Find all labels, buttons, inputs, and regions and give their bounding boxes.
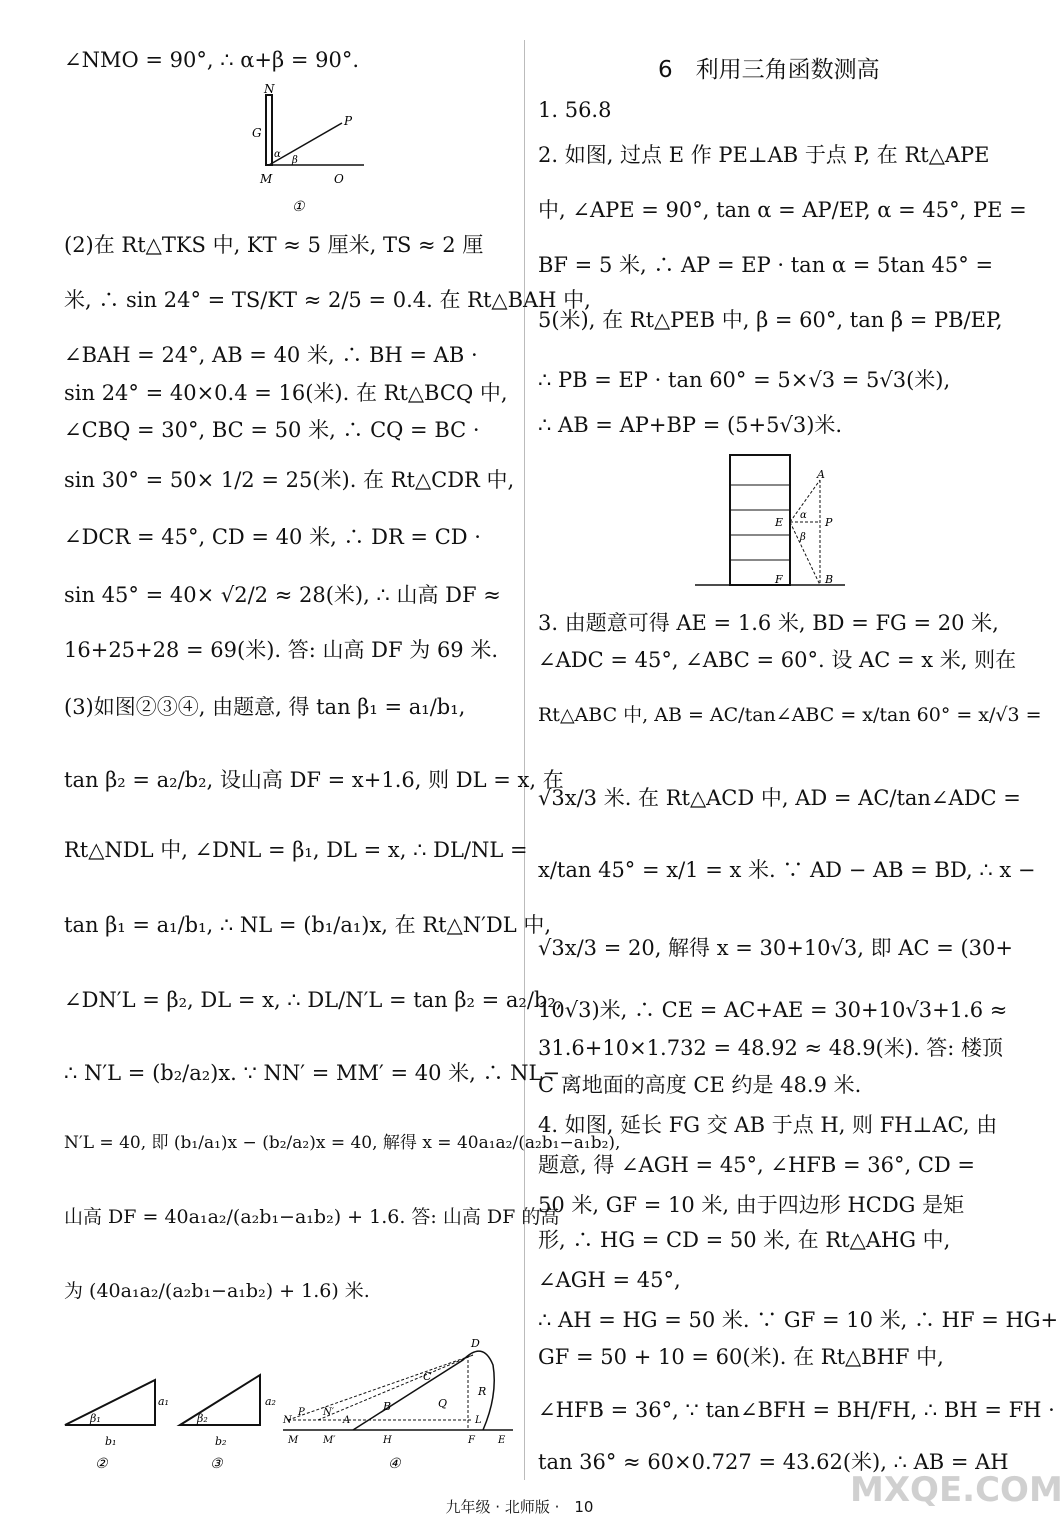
text-line: sin 30° = 50× 1/2 = 25(米). 在 Rt△CDR 中,: [64, 468, 515, 492]
text-line: ∠HFB = 36°, ∵ tan∠BFH = BH/FH, ∴ BH = FH ·: [538, 1398, 1055, 1422]
text-line: ∴ PB = EP · tan 60° = 5×√3 = 5√3(米),: [538, 368, 951, 392]
text-line: BF = 5 米, ∴ AP = EP · tan α = 5tan 45° =: [538, 253, 994, 277]
figure-4: [283, 1335, 523, 1480]
text-line: 中, ∠APE = 90°, tan α = AP/EP, α = 45°, PE =: [538, 198, 1027, 222]
text-line: ∠DN′L = β₂, DL = x, ∴ DL/N′L = tan β₂ = a₂/b₂,: [64, 988, 563, 1012]
text-line: ∠AGH = 45°,: [538, 1268, 681, 1292]
svg-text:a₂: a₂: [265, 1395, 276, 1408]
text-line: Rt△NDL 中, ∠DNL = β₁, DL = x, ∴ DL/NL =: [64, 838, 528, 862]
svg-text:A: A: [817, 468, 825, 481]
section-title: 6 利用三角函数测高: [658, 57, 880, 83]
watermark: MXQE.COM: [850, 1470, 1063, 1510]
svg-text:M′: M′: [323, 1435, 336, 1446]
column-divider: [524, 40, 525, 1480]
text-line: 5(米), 在 Rt△PEB 中, β = 60°, tan β = PB/EP,: [538, 308, 1003, 332]
text-line: tan β₁ = a₁/b₁, ∴ NL = (b₁/a₁)x, 在 Rt△N′DL 中,: [64, 913, 551, 937]
text-line: 31.6+10×1.732 = 48.92 ≈ 48.9(米). 答: 楼顶: [538, 1036, 1004, 1060]
svg-text:R: R: [478, 1385, 487, 1398]
text-line: ∠DCR = 45°, CD = 40 米, ∴ DR = CD ·: [64, 525, 481, 549]
text-line: 为 (40a₁a₂/(a₂b₁−a₁b₂) + 1.6) 米.: [64, 1280, 370, 1302]
text-line: GF = 50 + 10 = 60(米). 在 Rt△BHF 中,: [538, 1345, 944, 1369]
figure-1-caption: ①: [292, 199, 305, 215]
svg-text:Q: Q: [438, 1397, 448, 1410]
svg-text:H: H: [383, 1435, 392, 1446]
text-line: ∠CBQ = 30°, BC = 50 米, ∴ CQ = BC ·: [64, 418, 480, 442]
svg-text:N: N: [283, 1415, 292, 1426]
text-line: tan β₂ = a₂/b₂, 设山高 DF = x+1.6, 则 DL = x, 在: [64, 768, 564, 792]
text-line: ∴ N′L = (b₂/a₂)x. ∵ NN′ = MM′ = 40 米, ∴ NL−: [64, 1061, 561, 1085]
text-line: 16+25+28 = 69(米). 答: 山高 DF 为 69 米.: [64, 638, 499, 662]
svg-text:N: N: [264, 82, 275, 96]
svg-text:M: M: [288, 1435, 299, 1446]
text-line: (3)如图②③④, 由题意, 得 tan β₁ = a₁/b₁,: [64, 695, 466, 719]
figure-3: [175, 1370, 285, 1480]
text-line: ∴ AH = HG = 50 米. ∵ GF = 10 米, ∴ HF = HG+: [538, 1308, 1059, 1332]
svg-text:a₁: a₁: [158, 1395, 169, 1408]
page-footer: 九年级 · 北师版 · 10: [445, 1498, 594, 1516]
svg-text:O: O: [334, 172, 344, 186]
text-line: √3x/3 米. 在 Rt△ACD 中, AD = AC/tan∠ADC =: [538, 786, 1021, 810]
text-line: N′L = 40, 即 (b₁/a₁)x − (b₂/a₂)x = 40, 解得 x = 40a₁a₂/(a₂b₁−a₁b₂),: [64, 1133, 621, 1153]
text-line: 题意, 得 ∠AGH = 45°, ∠HFB = 36°, CD =: [538, 1153, 976, 1177]
svg-text:B: B: [383, 1400, 392, 1413]
text-line: 4. 如图, 延长 FG 交 AB 于点 H, 则 FH⊥AC, 由: [538, 1113, 998, 1137]
text-line: 形, ∴ HG = CD = 50 米, 在 Rt△AHG 中,: [538, 1228, 951, 1252]
svg-text:α: α: [274, 149, 281, 160]
text-line: 山高 DF = 40a₁a₂/(a₂b₁−a₁b₂) + 1.6. 答: 山高 DF 的高: [64, 1206, 560, 1228]
svg-text:β: β: [292, 155, 298, 166]
figure-4-caption: ④: [388, 1456, 401, 1472]
svg-text:E: E: [498, 1435, 506, 1446]
svg-text:D: D: [471, 1337, 480, 1350]
svg-text:b₂: b₂: [215, 1435, 227, 1448]
svg-text:b₁: b₁: [105, 1435, 117, 1448]
svg-text:P: P: [298, 1407, 305, 1418]
svg-text:C: C: [423, 1370, 432, 1383]
svg-text:G: G: [252, 126, 262, 140]
svg-text:M: M: [260, 172, 273, 186]
svg-text:α: α: [800, 510, 807, 521]
text-line: 1. 56.8: [538, 98, 612, 122]
svg-text:B: B: [825, 573, 834, 586]
figure-3-caption: ③: [210, 1456, 223, 1472]
svg-text:N′: N′: [323, 1407, 335, 1418]
text-line: 2. 如图, 过点 E 作 PE⊥AB 于点 P, 在 Rt△APE: [538, 143, 990, 167]
text-line: C 离地面的高度 CE 约是 48.9 米.: [538, 1073, 862, 1097]
text-line: Rt△ABC 中, AB = AC/tan∠ABC = x/tan 60° = x/√3 =: [538, 704, 1042, 726]
text-line: 3. 由题意可得 AE = 1.6 米, BD = FG = 20 米,: [538, 611, 999, 635]
text-line: ∠ADC = 45°, ∠ABC = 60°. 设 AC = x 米, 则在: [538, 648, 1017, 672]
svg-text:P: P: [344, 114, 353, 128]
svg-text:F: F: [775, 573, 783, 586]
svg-text:E: E: [775, 516, 784, 529]
building-figure: [695, 450, 855, 595]
text-line: (2)在 Rt△TKS 中, KT ≈ 5 厘米, TS ≈ 2 厘: [64, 233, 484, 257]
text-line: 米, ∴ sin 24° = TS/KT ≈ 2/5 = 0.4. 在 Rt△BAH 中,: [64, 288, 591, 312]
text-line: sin 24° = 40×0.4 = 16(米). 在 Rt△BCQ 中,: [64, 381, 508, 405]
text-line: ∠BAH = 24°, AB = 40 米, ∴ BH = AB ·: [64, 343, 478, 367]
svg-text:β₁: β₁: [90, 1412, 101, 1425]
svg-text:A: A: [343, 1415, 351, 1426]
figure-2-caption: ②: [95, 1456, 108, 1472]
text-line: √3x/3 = 20, 解得 x = 30+10√3, 即 AC = (30+: [538, 936, 1014, 960]
svg-text:β₂: β₂: [197, 1412, 208, 1425]
figure-2: [60, 1370, 170, 1480]
text-line: 10√3)米, ∴ CE = AC+AE = 30+10√3+1.6 ≈: [538, 998, 1008, 1022]
svg-text:L: L: [475, 1415, 482, 1426]
text-line: 50 米, GF = 10 米, 由于四边形 HCDG 是矩: [538, 1193, 965, 1217]
svg-text:β: β: [800, 532, 806, 543]
text-line: x/tan 45° = x/1 = x 米. ∵ AD − AB = BD, ∴ x −: [538, 858, 1036, 882]
text-line: tan 36° ≈ 60×0.727 = 43.62(米), ∴ AB = AH: [538, 1450, 1009, 1474]
text-line: sin 45° = 40× √2/2 ≈ 28(米), ∴ 山高 DF ≈: [64, 583, 501, 607]
svg-text:F: F: [468, 1435, 475, 1446]
text-line: ∠NMO = 90°, ∴ α+β = 90°.: [64, 48, 360, 72]
svg-text:P: P: [825, 516, 833, 529]
figure-1: [244, 82, 364, 215]
text-line: ∴ AB = AP+BP = (5+5√3)米.: [538, 413, 843, 437]
